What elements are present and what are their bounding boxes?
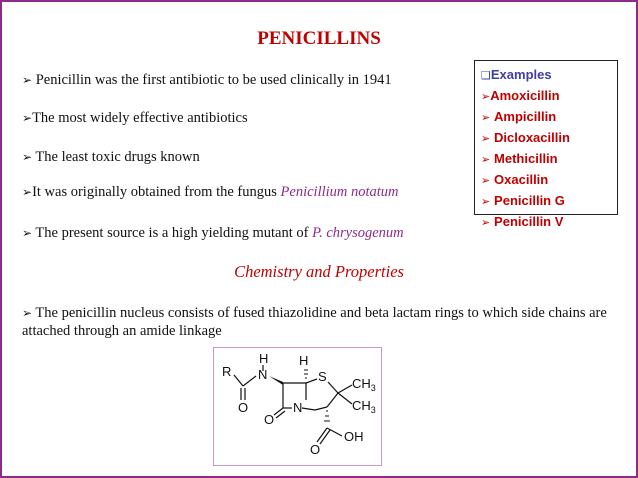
arrow-bullet-icon: ➢ [22,306,33,320]
bullet-5-text: The present source is a high yielding mutant of [32,225,313,241]
example-item [481,86,611,107]
hashed-bond [324,411,330,421]
bullet-3 [22,149,200,166]
arrow-bullet-icon: ➢ [481,195,495,208]
label-o-amide: O [238,400,249,415]
example-item-label: Amoxicillin [490,88,560,103]
arrow-bullet-icon: ➢ [22,111,33,125]
example-item [481,212,611,233]
bullet-4-species: Penicillium notatum [280,184,399,200]
arrow-bullet-icon: ➢ [481,132,495,145]
label-s: S [318,369,327,384]
bullet-4 [22,184,399,201]
examples-heading [481,64,611,86]
example-item-label: Methicillin [494,151,558,166]
slide-title: PENICILLINS [257,28,381,49]
arrow-bullet-icon: ➢ [22,150,33,164]
bullet-4-text: It was originally obtained from the fungus [32,184,281,200]
bullet-2 [22,110,248,127]
examples-box [474,60,618,229]
example-item-label: Penicillin V [494,214,564,229]
example-item [481,107,611,128]
bullet-5-species: P. chrysogenum [312,225,404,241]
bullet-2-text: The most widely effective antibiotics [32,110,248,126]
square-bullet-icon: ❑ [481,69,491,82]
bullet-3-text: The least toxic drugs known [32,149,200,165]
examples-heading-text: Examples [490,67,552,82]
bullet-1 [22,72,392,89]
label-o-acid: O [310,442,321,457]
wedge-bond [269,376,283,385]
nucleus-paragraph [22,304,622,340]
example-item [481,170,611,191]
example-item [481,149,611,170]
example-item-label: Ampicillin [494,109,557,124]
bullet-1-text: Penicillin was the first antibiotic to be used clinically in 1941 [32,72,392,88]
arrow-bullet-icon: ➢ [481,111,495,124]
hashed-bond [304,370,308,378]
label-n-ring: N [293,400,303,415]
penicillin-structure-svg [214,348,381,465]
label-oh: OH [344,429,364,444]
nucleus-paragraph-text: The penicillin nucleus consists of fused thiazolidine and beta lactam rings to which side chains are attached through an amide linkage [22,305,607,339]
arrow-bullet-icon: ➢ [22,226,33,240]
label-ch3-top: $CH_3$ [352,376,376,393]
label-h-c5: H [299,353,309,368]
example-item-label: Dicloxacillin [494,130,570,145]
label-ch3-bottom: $CH_3$ [352,398,376,415]
arrow-bullet-icon: ➢ [22,73,33,87]
label-h-amide: H [259,351,269,366]
example-item-label: Penicillin G [494,193,565,208]
label-o-lactam: O [264,412,275,427]
arrow-bullet-icon: ➢ [22,185,33,199]
arrow-bullet-icon: ➢ [481,216,495,229]
arrow-bullet-icon: ➢ [481,90,491,103]
example-item-label: Oxacillin [494,172,549,187]
arrow-bullet-icon: ➢ [481,153,495,166]
label-n-amide: N [258,367,268,382]
label-r: R [222,364,232,379]
bullet-5 [22,225,404,242]
example-item [481,128,611,149]
example-item [481,191,611,212]
arrow-bullet-icon: ➢ [481,174,495,187]
section-subtitle: Chemistry and Properties [234,262,404,281]
penicillin-structure-figure [213,347,382,466]
